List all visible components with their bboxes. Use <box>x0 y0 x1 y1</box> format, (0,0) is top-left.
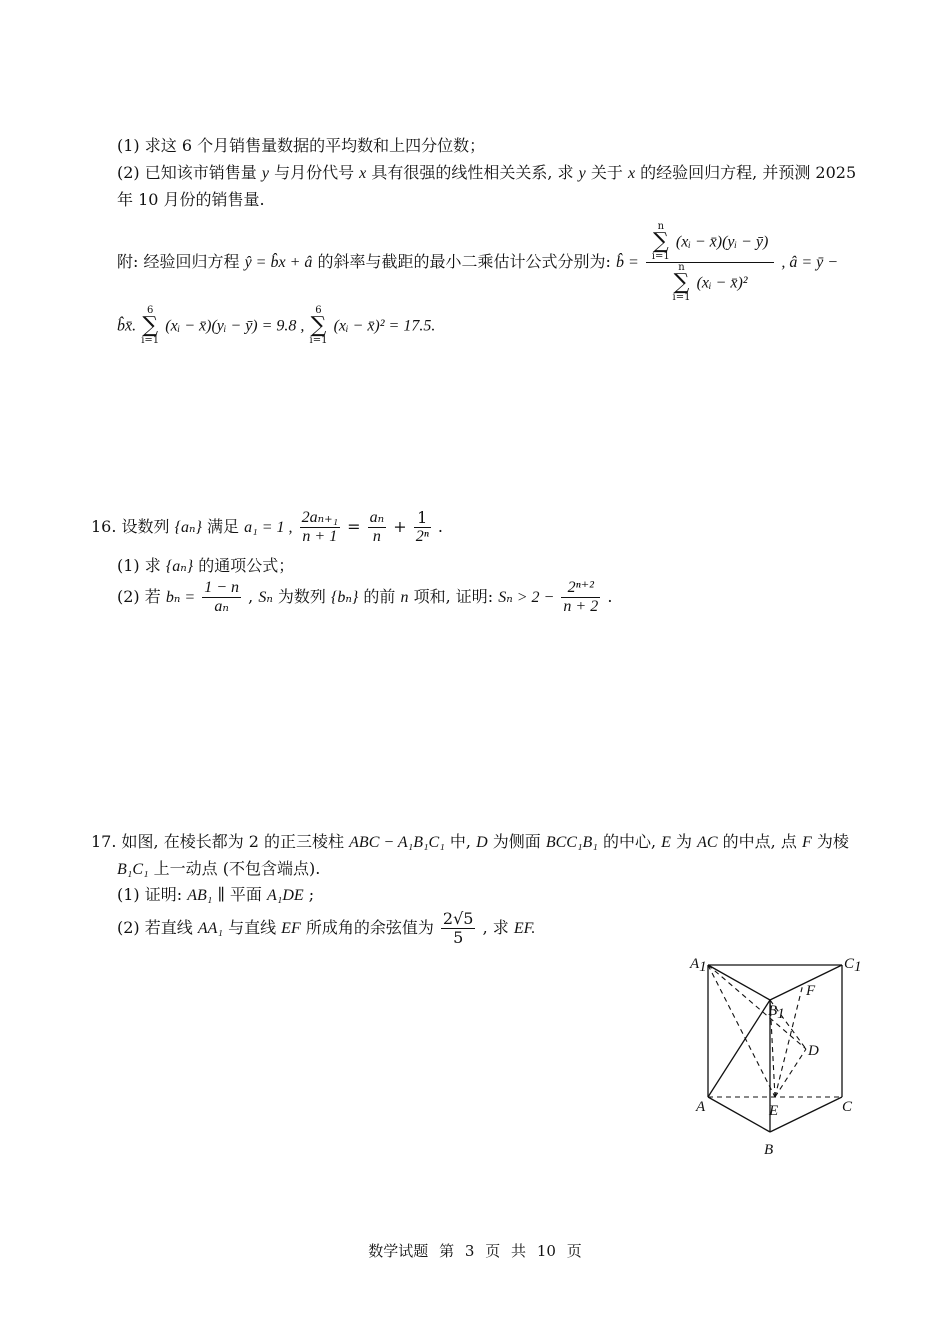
label-E: E <box>769 1103 779 1119</box>
q15-part2: (2) 已知该市销售量 y 与月份代号 x 具有很强的线性相关关系, 求 y 关于 x 的经验回归方程, 并预测 2025 <box>117 163 857 182</box>
q17-stem-line2: B₁C₁ 上一动点 (不包含端点). <box>117 859 321 878</box>
segment-A1D <box>708 965 806 1049</box>
segment-EF <box>775 984 803 1097</box>
q17-part2: (2) 若直线 AA₁ 与直线 EF 所成角的余弦值为 $\frac{2√5}{5}$ , 求 EF. <box>117 909 536 947</box>
regression-equation: ŷ = b̂x + â <box>244 254 313 271</box>
edge-BC <box>770 1097 842 1132</box>
label-C1: C1 <box>844 956 862 975</box>
q16-part1: (1) 求 {aₙ} 的通项公式； <box>117 556 295 575</box>
segment-ED <box>775 1049 806 1097</box>
label-D: D <box>808 1043 819 1059</box>
q15-part1: (1) 求这 6 个月销售量数据的平均数和上四分位数； <box>117 136 486 155</box>
q16-part2: (2) 若 bₙ = $\frac{1 - n}{\text{aₙ}}$ , Sₙ 为数列 {bₙ} 的前 n 项和, 证明: Sₙ > 2 − $\frac{\text{2ⁿ⁺²}}{n + 2}$ . <box>117 579 613 615</box>
prism-figure <box>680 945 870 1165</box>
label-F: F <box>806 983 816 999</box>
q17-part1: (1) 证明: AB₁ ∥ 平面 A₁DE ; <box>117 885 315 904</box>
label-C: C <box>842 1099 853 1115</box>
label-A1: A1 <box>690 956 707 975</box>
slope-formula: n ∑ i=1 (xᵢ − x̄)(yᵢ − ȳ) n ∑ i=1 (xᵢ − x̄)² <box>646 222 774 303</box>
label-B: B <box>764 1142 774 1158</box>
segment-AB1 <box>708 1000 770 1097</box>
page-footer: 数学试题 第 3 页 共 10 页 <box>368 1242 582 1260</box>
q15-given-values: b̂x̄. 6 ∑ i=1 (xᵢ − x̄)(yᵢ − ȳ) = 9.8 , 6 ∑ i=1 (xᵢ − x̄)² = 17.5. <box>117 305 436 346</box>
q16-stem: 16. 设数列 {aₙ} 满足 a₁ = 1 , $\frac{\text{2aₙ₊₁}}{n + 1}$ = $\frac{\text{aₙ}}{n}$ + $\frac{1}{\text{2ⁿ}}$ . <box>91 508 443 545</box>
label-A: A <box>696 1099 706 1115</box>
q17-stem: 17. 如图, 在棱长都为 2 的正三棱柱 ABC − A₁B₁C₁ 中, D 为侧面 BCC₁B₁ 的中心, E 为 AC 的中点, 点 F 为棱 <box>91 832 849 851</box>
q15-part2-line2: 年 10 月份的销售量. <box>117 190 265 209</box>
label-B1: B1 <box>768 1003 785 1022</box>
q15-appendix: 附: 经验回归方程 ŷ = b̂x + â 的斜率与截距的最小二乘估计公式分别为: b̂ = n ∑ i=1 (xᵢ − x̄)(yᵢ − ȳ) n ∑ i=1 (xᵢ − x̄)² , â = ȳ − <box>117 221 839 303</box>
segment-A1E <box>708 965 775 1097</box>
edge-AB <box>708 1097 770 1132</box>
